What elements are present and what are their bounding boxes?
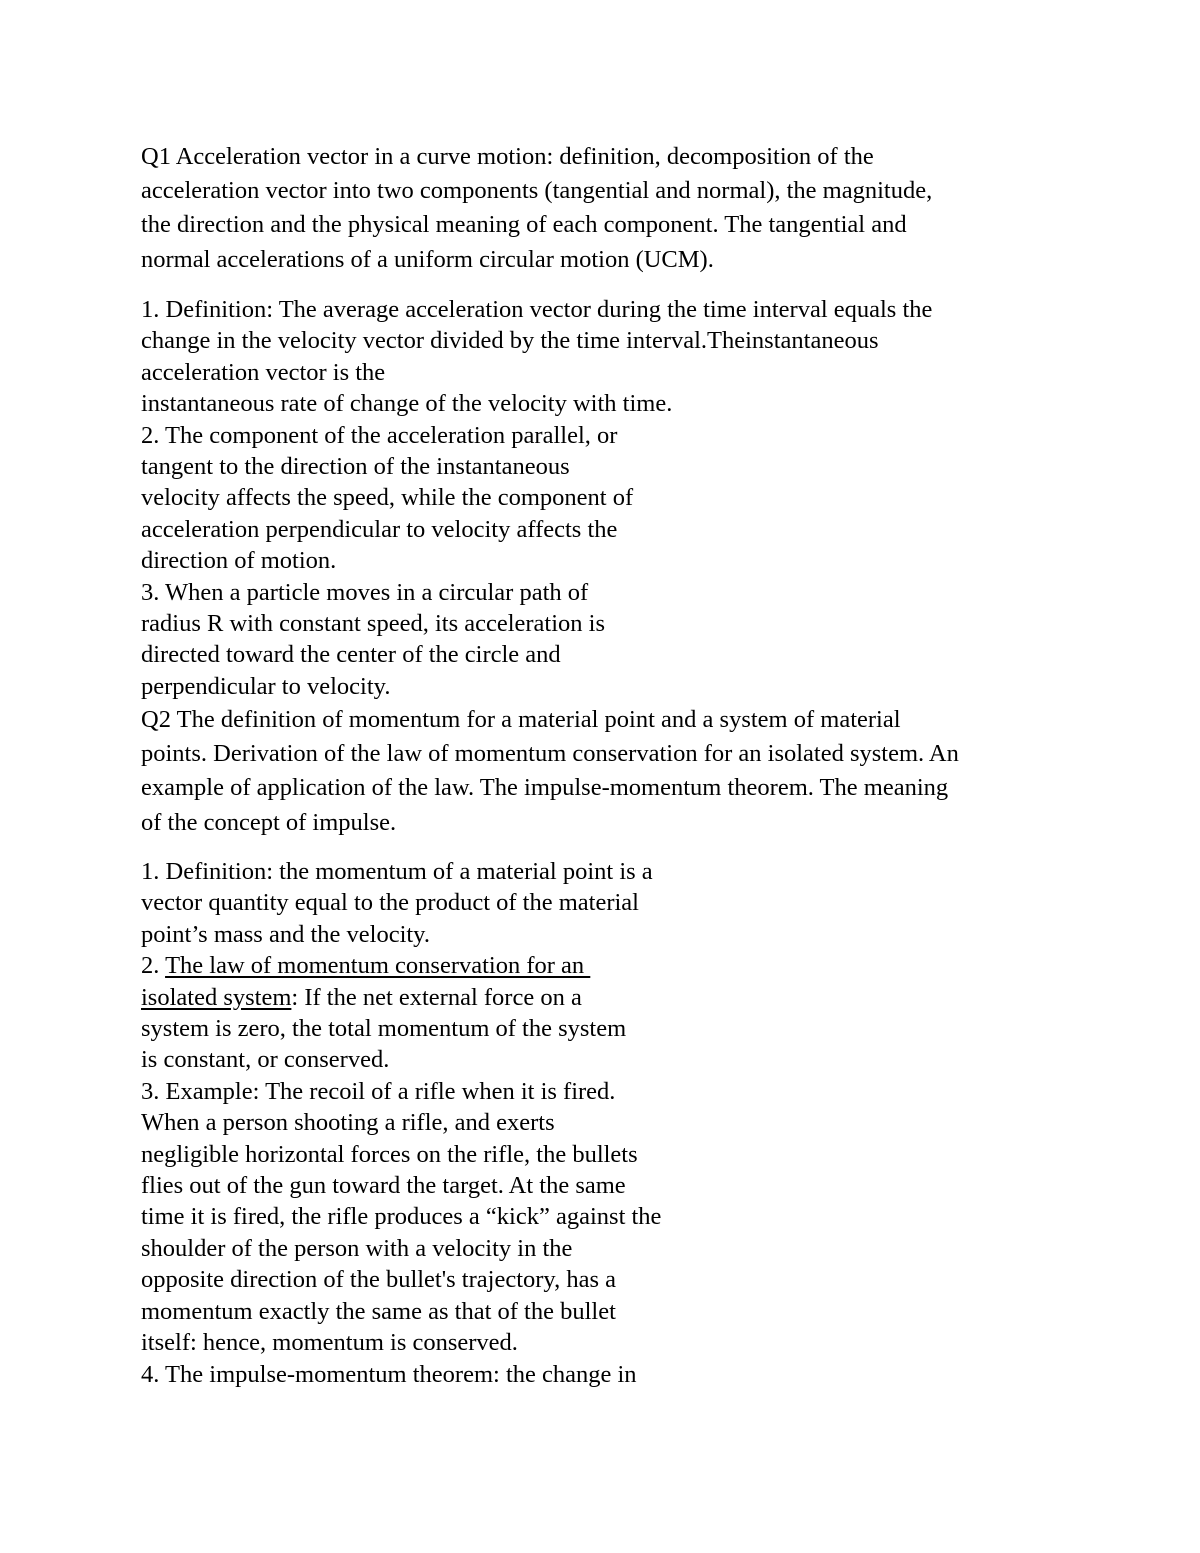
answer-line: directed toward the center of the circle and <box>141 641 561 669</box>
answer-line <box>141 982 661 1013</box>
underlined-heading: isolated system <box>141 983 292 1011</box>
answer-line: point’s mass and the velocity. <box>141 920 430 948</box>
answer-line: perpendicular to velocity. <box>141 672 391 700</box>
answer-line: instantaneous rate of change of the velocity with time. <box>141 390 673 418</box>
question-1-line: Q1 Acceleration vector in a curve motion: definition, decomposition of the <box>141 143 874 170</box>
answer-line: acceleration vector is the <box>141 358 386 386</box>
answer-line: direction of motion. <box>141 547 337 575</box>
answer-line: vector quantity equal to the product of the material <box>141 889 639 917</box>
answer-line: opposite direction of the bullet's trajectory, has a <box>141 1266 616 1294</box>
answer-line: 1. Definition: the momentum of a material point is a <box>141 858 653 885</box>
question-2-line: of the concept of impulse. <box>141 808 397 836</box>
answer-line: tangent to the direction of the instantaneous <box>141 453 570 481</box>
answer-text: : If the net external force on a <box>291 983 582 1011</box>
question-1-line: normal accelerations of a uniform circular motion (UCM). <box>141 245 714 273</box>
answer-line: change in the velocity vector divided by the time interval.Theinstantaneous <box>141 327 879 355</box>
answer-line: velocity affects the speed, while the component of <box>141 484 634 512</box>
answer-line: flies out of the gun toward the target. At the same <box>141 1172 626 1200</box>
answer-line: is constant, or conserved. <box>141 1046 390 1074</box>
question-1 <box>141 140 932 277</box>
question-1-line: acceleration vector into two components (tangential and normal), the magnitude, <box>141 177 933 205</box>
question-1-answers <box>141 294 932 702</box>
answer-line: momentum exactly the same as that of the bullet <box>141 1297 616 1325</box>
answer-line: negligible horizontal forces on the rifle, the bullets <box>141 1140 638 1168</box>
item-number: 2. <box>141 952 166 980</box>
underlined-heading: The law of momentum conservation for an <box>165 952 591 980</box>
answer-line: When a person shooting a rifle, and exerts <box>141 1109 555 1137</box>
question-2 <box>141 703 959 840</box>
answer-line: 3. When a particle moves in a circular path of <box>141 578 589 606</box>
answer-line: acceleration perpendicular to velocity affects the <box>141 515 618 543</box>
answer-line <box>141 950 661 981</box>
question-2-line: Q2 The definition of momentum for a material point and a system of material <box>141 706 901 733</box>
question-1-line: the direction and the physical meaning of each component. The tangential and <box>141 211 907 239</box>
answer-line: 4. The impulse-momentum theorem: the change in <box>141 1360 637 1388</box>
question-2-line: example of application of the law. The impulse-momentum theorem. The meaning <box>141 774 949 802</box>
answer-line: 1. Definition: The average acceleration vector during the time interval equals the <box>141 296 933 323</box>
answer-line: shoulder of the person with a velocity in the <box>141 1234 573 1262</box>
question-2-answers <box>141 856 661 1390</box>
answer-line: 3. Example: The recoil of a rifle when it is fired. <box>141 1077 616 1105</box>
answer-line: itself: hence, momentum is conserved. <box>141 1329 518 1357</box>
answer-line: 2. The component of the acceleration parallel, or <box>141 421 618 449</box>
answer-line: system is zero, the total momentum of the system <box>141 1015 627 1043</box>
answer-line: radius R with constant speed, its acceleration is <box>141 610 606 638</box>
answer-line: time it is fired, the rifle produces a “kick” against the <box>141 1203 662 1231</box>
question-2-line: points. Derivation of the law of momentum conservation for an isolated system. An <box>141 740 959 768</box>
